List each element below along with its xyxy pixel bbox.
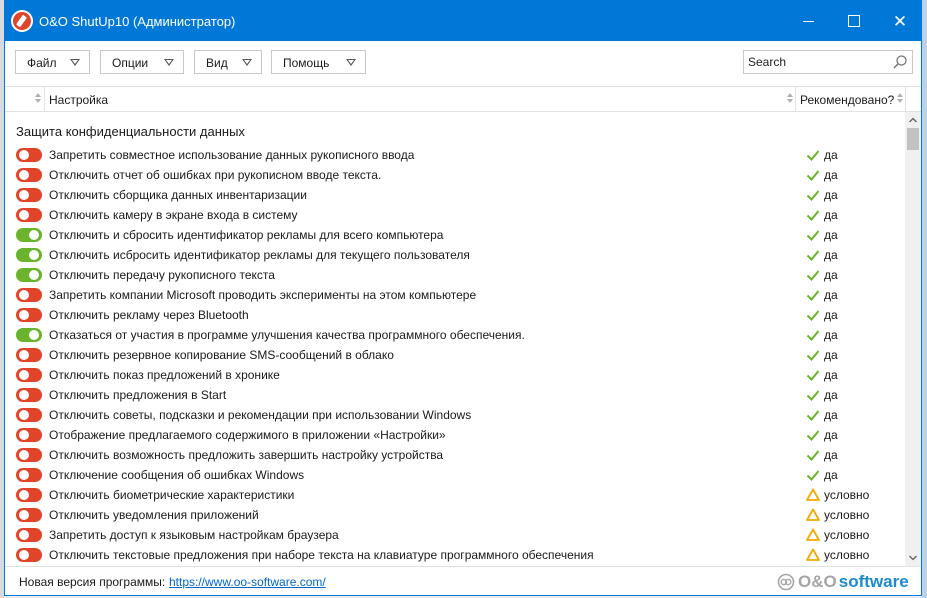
recommended-value: условно (824, 548, 870, 562)
toggle-knob (19, 370, 29, 380)
menu-view-label: Вид (206, 56, 228, 70)
setting-label: Отключить отчет об ошибках при рукописном вводе текста. (49, 168, 382, 182)
menu-help-button[interactable] (271, 50, 366, 74)
checkmark-icon (805, 287, 821, 303)
toggle-knob (19, 470, 29, 480)
setting-label: Отключить резервное копирование SMS-сообщений в облако (49, 348, 394, 362)
recommended-value: условно (824, 508, 870, 522)
section-title: Защита конфиденциальности данных (16, 124, 245, 139)
recommended-value: да (824, 208, 838, 222)
recommended-value: да (824, 428, 838, 442)
header-recommended-column[interactable] (796, 87, 906, 111)
toggle-knob (19, 550, 29, 560)
setting-row[interactable] (5, 225, 905, 245)
setting-toggle[interactable] (16, 428, 42, 442)
setting-toggle[interactable] (16, 468, 42, 482)
setting-row[interactable] (5, 325, 905, 345)
toggle-knob (19, 170, 29, 180)
toggle-knob (19, 530, 29, 540)
setting-row[interactable] (5, 545, 905, 565)
setting-toggle[interactable] (16, 268, 42, 282)
setting-label: Запретить компании Microsoft проводить эксперименты на этом компьютере (49, 288, 477, 302)
warning-icon (805, 547, 821, 563)
recommended-value: да (824, 448, 838, 462)
setting-toggle[interactable] (16, 308, 42, 322)
checkmark-icon (805, 167, 821, 183)
checkmark-icon (805, 327, 821, 343)
warning-icon (805, 487, 821, 503)
setting-label: Отключить сборщика данных инвентаризации (49, 188, 307, 202)
vertical-scrollbar[interactable] (905, 112, 921, 566)
close-button[interactable] (877, 1, 922, 41)
setting-row[interactable] (5, 365, 905, 385)
checkmark-icon (805, 227, 821, 243)
setting-label: Отключить рекламу через Bluetooth (49, 308, 249, 322)
setting-toggle[interactable] (16, 448, 42, 462)
setting-label: Запретить совместное использование данных рукописного ввода (49, 148, 415, 162)
recommended-value: да (824, 148, 838, 162)
recommended-value: да (824, 388, 838, 402)
setting-row[interactable] (5, 465, 905, 485)
setting-label: Отключить предложения в Start (49, 388, 227, 402)
table-header (5, 86, 921, 112)
setting-toggle[interactable] (16, 168, 42, 182)
setting-row[interactable] (5, 405, 905, 425)
scroll-down-arrow-icon[interactable] (905, 550, 921, 566)
setting-row[interactable] (5, 285, 905, 305)
recommended-value: да (824, 468, 838, 482)
warning-icon (805, 507, 821, 523)
maximize-icon (848, 15, 860, 27)
toggle-knob (29, 230, 39, 240)
menu-file-label: Файл (27, 56, 57, 70)
setting-row[interactable] (5, 265, 905, 285)
oo-logo-icon (777, 573, 795, 591)
setting-toggle[interactable] (16, 208, 42, 222)
checkmark-icon (805, 447, 821, 463)
recommended-value: условно (824, 488, 870, 502)
menu-view-button[interactable] (194, 50, 262, 74)
search-icon[interactable] (892, 54, 908, 70)
setting-toggle[interactable] (16, 548, 42, 562)
checkmark-icon (805, 267, 821, 283)
setting-toggle[interactable] (16, 368, 42, 382)
setting-label: Отключение сообщения об ошибках Windows (49, 468, 305, 482)
checkmark-icon (805, 207, 821, 223)
recommended-value: да (824, 188, 838, 202)
recommended-value: да (824, 328, 838, 342)
setting-row[interactable] (5, 505, 905, 525)
toggle-knob (19, 390, 29, 400)
toggle-knob (19, 150, 29, 160)
chevron-down-icon (70, 59, 80, 66)
setting-label: Отключить возможность предложить завершить настройку устройства (49, 448, 444, 462)
setting-row[interactable] (5, 425, 905, 445)
setting-label: Отключить текстовые предложения при наборе текста на клавиатуре программного обеспечения (49, 548, 594, 562)
menu-help-label: Помощь (283, 56, 330, 70)
setting-toggle[interactable] (16, 508, 42, 522)
setting-row[interactable] (5, 245, 905, 265)
setting-row[interactable] (5, 485, 905, 505)
setting-toggle[interactable] (16, 248, 42, 262)
checkmark-icon (805, 467, 821, 483)
header-toggle-column[interactable] (5, 87, 45, 111)
header-recommended-label: Рекомендовано? (800, 93, 895, 107)
recommended-value: да (824, 348, 838, 362)
setting-label: Отключить биометрические характеристики (49, 488, 295, 502)
app-window (4, 0, 922, 596)
sort-icon (897, 91, 903, 105)
brand-oo-text: O&O (798, 572, 837, 591)
setting-toggle[interactable] (16, 288, 42, 302)
desktop-background-right (922, 0, 927, 598)
setting-row[interactable] (5, 525, 905, 545)
toggle-knob (19, 190, 29, 200)
toggle-knob (29, 330, 39, 340)
checkmark-icon (805, 387, 821, 403)
setting-row[interactable] (5, 205, 905, 225)
scroll-up-arrow-icon[interactable] (905, 112, 921, 128)
search-input[interactable] (744, 51, 888, 73)
setting-row[interactable] (5, 385, 905, 405)
scroll-thumb[interactable] (907, 128, 919, 150)
new-version-label: Новая версия программы: (19, 575, 166, 589)
toggle-knob (19, 410, 29, 420)
minimize-button[interactable] (785, 1, 831, 41)
settings-list (5, 112, 905, 566)
window-title: O&O ShutUp10 (Администратор) (39, 14, 236, 29)
setting-label: Отключить и сбросить идентификатор рекламы для всего компьютера (49, 228, 444, 242)
toggle-knob (29, 250, 39, 260)
toggle-knob (19, 350, 29, 360)
website-link[interactable]: https://www.oo-software.com/ (169, 575, 326, 589)
setting-toggle[interactable] (16, 528, 42, 542)
menu-file-button[interactable] (15, 50, 90, 74)
setting-toggle[interactable] (16, 328, 42, 342)
recommended-value: да (824, 308, 838, 322)
toggle-knob (29, 270, 39, 280)
setting-row[interactable] (5, 305, 905, 325)
brand-software-text: software (838, 572, 909, 591)
chevron-down-icon (242, 59, 252, 66)
title-bar[interactable] (5, 1, 921, 41)
menu-options-label: Опции (112, 56, 149, 70)
header-setting-column[interactable] (45, 87, 796, 111)
sort-icon (35, 91, 41, 105)
setting-row[interactable] (5, 165, 905, 185)
header-setting-label: Настройка (49, 93, 109, 107)
setting-label: Запретить доступ к языковым настройкам браузера (49, 528, 339, 542)
setting-label: Отображение предлагаемого содержимого в приложении «Настройки» (49, 428, 446, 442)
checkmark-icon (805, 187, 821, 203)
checkmark-icon (805, 427, 821, 443)
recommended-value: да (824, 248, 838, 262)
toggle-knob (19, 510, 29, 520)
checkmark-icon (805, 407, 821, 423)
setting-toggle[interactable] (16, 408, 42, 422)
close-icon: ✕ (892, 11, 908, 31)
recommended-value: да (824, 288, 838, 302)
setting-row[interactable] (5, 345, 905, 365)
checkmark-icon (805, 247, 821, 263)
setting-label: Отключить камеру в экране входа в систему (49, 208, 298, 222)
setting-row[interactable] (5, 145, 905, 165)
status-bar (5, 566, 921, 596)
recommended-value: условно (824, 528, 870, 542)
setting-row[interactable] (5, 445, 905, 465)
toggle-knob (19, 310, 29, 320)
checkmark-icon (805, 347, 821, 363)
setting-row[interactable] (5, 185, 905, 205)
app-logo-icon (11, 10, 33, 32)
recommended-value: да (824, 408, 838, 422)
setting-toggle[interactable] (16, 148, 42, 162)
checkmark-icon (805, 147, 821, 163)
setting-label: Отключить показ предложений в хронике (49, 368, 280, 382)
warning-icon (805, 527, 821, 543)
toggle-knob (19, 450, 29, 460)
setting-toggle[interactable] (16, 388, 42, 402)
setting-toggle[interactable] (16, 488, 42, 502)
setting-label: Отключить исбросить идентификатор рекламы для текущего пользователя (49, 248, 470, 262)
toolbar (5, 41, 921, 85)
chevron-down-icon (164, 59, 174, 66)
sort-icon (787, 91, 793, 105)
menu-options-button[interactable] (100, 50, 184, 74)
setting-label: Отключить советы, подсказки и рекомендации при использовании Windows (49, 408, 472, 422)
toggle-knob (19, 290, 29, 300)
toggle-knob (19, 490, 29, 500)
setting-label: Отключить передачу рукописного текста (49, 268, 275, 282)
minimize-icon (803, 21, 814, 22)
toggle-knob (19, 430, 29, 440)
recommended-value: да (824, 368, 838, 382)
brand-logo (777, 571, 909, 593)
setting-toggle[interactable] (16, 348, 42, 362)
setting-label: Отказаться от участия в программе улучшения качества программного обеспечения. (49, 328, 525, 342)
chevron-down-icon (346, 59, 356, 66)
recommended-value: да (824, 268, 838, 282)
checkmark-icon (805, 307, 821, 323)
search-box[interactable] (743, 50, 913, 74)
setting-toggle[interactable] (16, 188, 42, 202)
recommended-value: да (824, 228, 838, 242)
setting-toggle[interactable] (16, 228, 42, 242)
toggle-knob (19, 210, 29, 220)
maximize-button[interactable] (831, 1, 877, 41)
setting-label: Отключить уведомления приложений (49, 508, 259, 522)
checkmark-icon (805, 367, 821, 383)
recommended-value: да (824, 168, 838, 182)
